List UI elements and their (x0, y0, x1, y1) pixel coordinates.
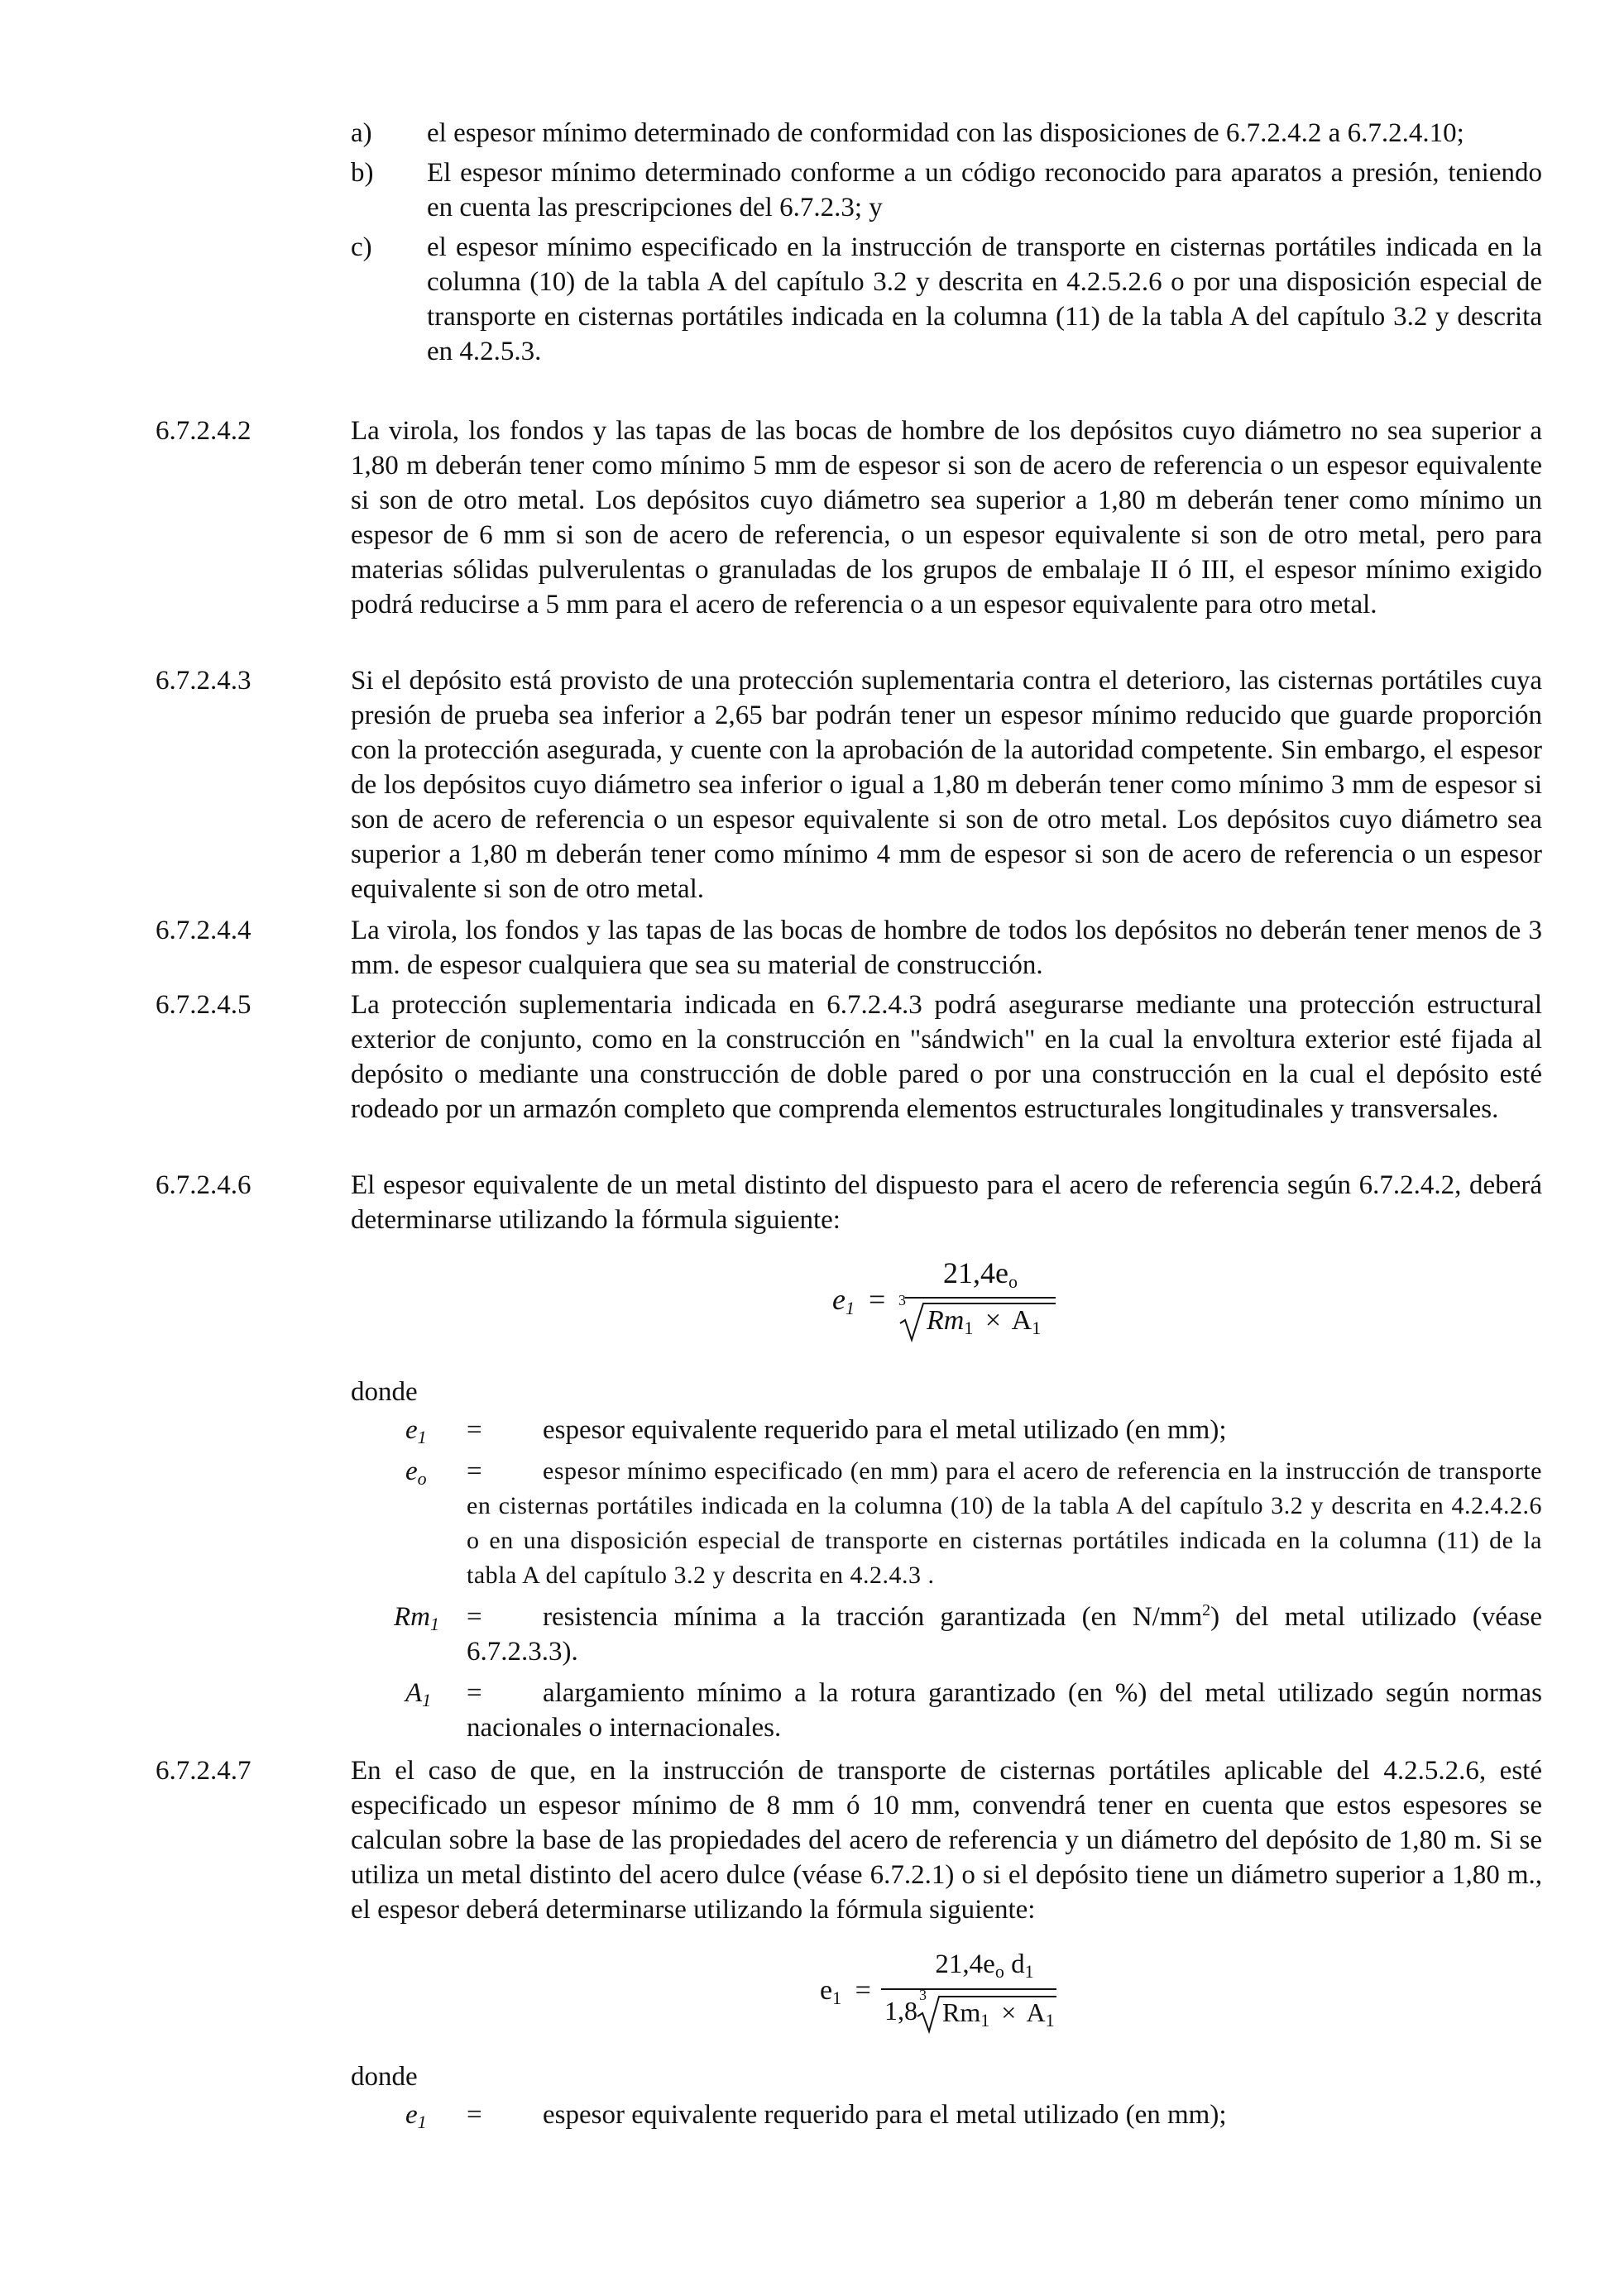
list-item-text: el espesor mínimo especificado en la instrucción de transporte en cisternas portátiles indicada en la columna (10) de la tabla A del capítulo 3.2 y descrita en 4.2.5.2.6 o por una disposición especial de transporte en cisternas portátiles indicada en la columna (11) de la tabla A del capítulo 3.2 y descrita en 4.2.5.3. (427, 232, 1542, 366)
section-6-7-2-4-3 (156, 663, 1542, 906)
formula-denominator-prefix: 1,8 (884, 1996, 917, 2026)
definition-row (351, 1454, 1542, 1593)
section-number: 6.7.2.4.7 (156, 1756, 252, 1786)
formula-numerator: $21,4e_o$ $d_1$ (935, 1949, 1034, 1982)
variable-definitions (351, 2097, 1542, 2139)
list-item (351, 116, 1542, 151)
thickness-criteria-list (351, 116, 1542, 374)
section-number: 6.7.2.4.4 (156, 916, 252, 945)
formula-denominator: $Rm_1 \times A_1$ (927, 1305, 1042, 1338)
variable-definitions (351, 1413, 1542, 1752)
list-item (351, 230, 1542, 369)
section-number: 6.7.2.4.5 (156, 990, 252, 1020)
section-text: Si el depósito está provisto de una protección suplementaria contra el deterioro, las cisternas portátiles cuya presión de prueba sea inferior a 2,65 bar podrán tener un espesor mínimo reducido que guarde proporción con la protección asegurada, y cuente con la aprobación de la autoridad competente. Sin embargo, el espesor de los depósitos cuyo diámetro sea inferior o igual a 1,80 m deberán tener como mínimo 3 mm de espesor si son de acero de referencia o un espesor equivalente si son de otro metal. Los depósitos cuyo diámetro sea superior a 1,80 m deberán tener como mínimo 4 mm de espesor si son de acero de referencia o un espesor equivalente si son de otro metal. (351, 666, 1542, 904)
definition-equals: = (467, 2100, 482, 2130)
section-text: La virola, los fondos y las tapas de las bocas de hombre de los depósitos cuyo diámetro no sea superior a 1,80 m deberán tener como mínimo 5 mm de espesor si son de acero de referencia o un espesor equivalente si son de otro metal. Los depósitos cuyo diámetro sea superior a 1,80 m deberán tener como mínimo un espesor de 6 mm si son de acero de referencia, o un espesor equivalente si son de otro metal, pero para materias sólidas pulverulentas o granuladas de los grupos de embalaje II ó III, el espesor mínimo exigido podrá reducirse a 5 mm para el acero de referencia o a un espesor equivalente para otro metal. (351, 416, 1542, 619)
definition-text: espesor equivalente requerido para el metal utilizado (en mm); (543, 1415, 1227, 1445)
formula-numerator: $21,4e_o$ (943, 1256, 1018, 1292)
list-item-text: el espesor mínimo determinado de conformidad con las disposiciones de 6.7.2.4.2 a 6.7.2.4.10; (427, 118, 1464, 148)
section-6-7-2-4-4 (156, 913, 1542, 983)
formula-denominator: $Rm_1 \times A_1$ (942, 1997, 1055, 2031)
definition-equals: = (467, 1415, 482, 1445)
section-6-7-2-4-5 (156, 988, 1542, 1126)
definition-symbol: $Rm_1$ (394, 1602, 439, 1634)
section-number: 6.7.2.4.3 (156, 666, 252, 696)
list-marker: c) (351, 232, 372, 262)
definition-equals: = (467, 1678, 482, 1708)
definition-text: alargamiento mínimo a la rotura garantizado (en %) del metal utilizado según normas nacionales o internacionales. (467, 1678, 1542, 1743)
list-marker: a) (351, 118, 372, 148)
definition-symbol: $A_1$ (405, 1678, 432, 1710)
section-text: La virola, los fondos y las tapas de las bocas de hombre de todos los depósitos no deberán tener menos de 3 mm. de espesor cualquiera que sea su material de construcción. (351, 916, 1542, 980)
section-text: La protección suplementaria indicada en 6.7.2.4.3 podrá asegurarse mediante una protección estructural exterior de conjunto, como en la construcción en "sándwich" en la cual la envoltura exterior esté fijada al depósito o mediante una construcción de doble pared o por una construcción en la cual el depósito esté rodeado por un armazón completo que comprenda elementos estructurales longitudinales y transversales. (351, 990, 1542, 1124)
section-6-7-2-4-2 (156, 414, 1542, 622)
formula-lhs: $e_1$ = (832, 1283, 886, 1318)
section-number: 6.7.2.4.2 (156, 416, 252, 446)
definition-row (351, 2097, 1542, 2132)
donde-label: donde (351, 2062, 418, 2092)
definition-row (351, 1413, 1542, 1447)
fraction-bar (881, 1988, 1056, 1990)
formula-large-diameter-thickness (815, 1945, 1080, 2045)
root-index: 3 (919, 1987, 927, 2003)
definition-equals: = (467, 1602, 482, 1632)
section-text: El espesor equivalente de un metal distinto del dispuesto para el acero de referencia según 6.7.2.4.2, deberá determinarse utilizando la fórmula siguiente: (351, 1170, 1542, 1235)
formula-equivalent-thickness (819, 1249, 1067, 1356)
section-text: En el caso de que, en la instrucción de transporte de cisternas portátiles aplicable del 4.2.5.2.6, esté especificado un espesor mínimo de 8 mm ó 10 mm, convendrá tener en cuenta que estos espesores se calculan sobre la base de las propiedades del acero de referencia y un diámetro del depósito de 1,80 m. Si se utiliza un metal distinto del acero dulce (véase 6.7.2.1) o si el depósito tiene un diámetro superior a 1,80 m., el espesor deberá determinarse utilizando la fórmula siguiente: (351, 1756, 1542, 1925)
definition-symbol: $e_1$ (405, 2100, 427, 2132)
root-index: 3 (898, 1292, 906, 1308)
definition-text: espesor mínimo especificado (en mm) para el acero de referencia en la instrucción de transporte en cisternas portátiles indicada en la columna (10) de la tabla A del capítulo 3.2 y descrita en 4.2.4.2.6 o en una disposición especial de transporte en cisternas portátiles indicada en la columna (11) de la tabla A del capítulo 3.2 y descrita en 4.2.4.3 . (467, 1457, 1542, 1589)
section-6-7-2-4-7 (156, 1753, 1542, 1927)
list-item (351, 155, 1542, 225)
definition-symbol: $e_1$ (405, 1415, 427, 1447)
definition-text: resistencia mínima a la tracción garantizada (en $N/mm^2$) del metal utilizado (véase 6.7.2.3.3). (467, 1601, 1542, 1667)
definition-row (351, 1600, 1542, 1669)
section-6-7-2-4-6 (156, 1168, 1542, 1237)
formula-lhs: $e_1$ = (820, 1975, 871, 2008)
section-number: 6.7.2.4.6 (156, 1170, 252, 1200)
list-item-text: El espesor mínimo determinado conforme a un código reconocido para aparatos a presión, teniendo en cuenta las prescripciones del 6.7.2.3; y (427, 158, 1542, 222)
definition-row (351, 1676, 1542, 1745)
definition-symbol: $e_o$ (405, 1457, 427, 1489)
definition-text: espesor equivalente requerido para el metal utilizado (en mm); (543, 2100, 1227, 2130)
list-marker: b) (351, 158, 374, 188)
donde-label: donde (351, 1377, 418, 1407)
definition-equals: = (467, 1457, 482, 1486)
